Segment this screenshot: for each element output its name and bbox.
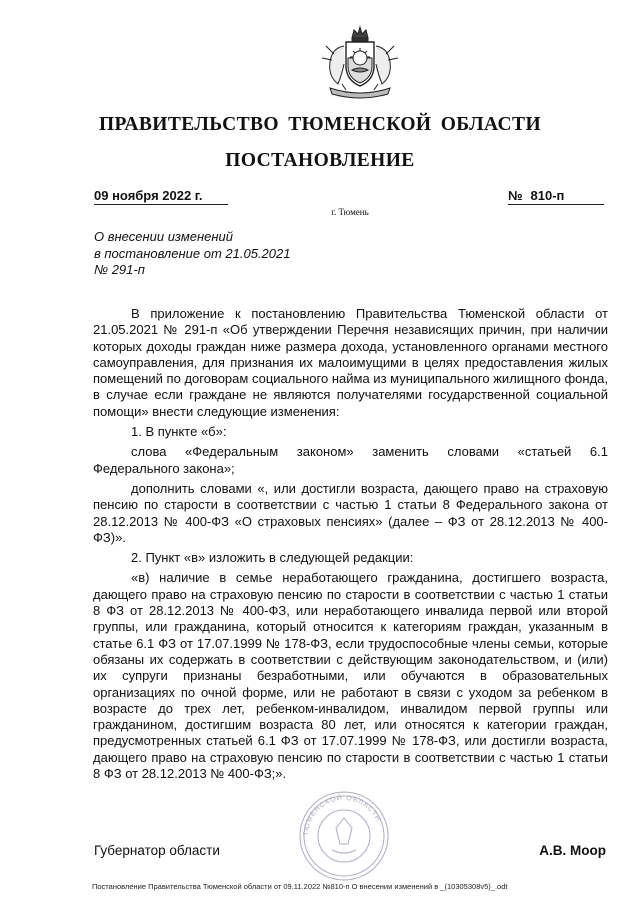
document-subject: [94, 229, 290, 279]
city-label: г. Тюмень: [331, 207, 369, 217]
signatory-name: А.В. Моор: [539, 843, 606, 858]
official-seal-icon: [296, 788, 392, 884]
document-number: [508, 188, 604, 205]
body-paragraph-item-2: 2. Пункт «в» изложить в следующей редакции:: [131, 550, 414, 566]
subject-line-3: № 291-п: [94, 262, 145, 277]
body-paragraph-new-text: «в) наличие в семье неработающего гражданина, достигшего возраста, дающего право на страховую пенсию по старости в соответствии с частью 1 статьи 8 ФЗ от 28.12.2013 № 400-ФЗ, или неработающего инвалида первой или второй группы, или гражданина, который относится к категориям граждан, указанным в статье 6.1 ФЗ от 17.07.1999 № 178-ФЗ, если трудоспособные члены семьи, которые обязаны их содержать в соответствии с действующим законодательством, и (или) их супруги признаны безработными, или обучаются в образовательных организациях по очной форме, или не работают в связи с уходом за ребенком в возрасте до трех лет, ребенком-инвалидом, инвалидом первой группы или гражданином, достигшим возраста 80 лет, или относятся к категории граждан, предусмотренных статьей 6.1 ФЗ от 17.07.1999 № 178-ФЗ, или достигли возраста, дающего право на страховую пенсию по старости в соответствии с частью 1 статьи 8 ФЗ от 28.12.2013 № 400-ФЗ;».: [93, 570, 608, 782]
coat-of-arms-icon: [314, 24, 406, 102]
body-paragraph-intro: В приложение к постановлению Правительства Тюменской области от 21.05.2021 № 291-п «Об утверждении Перечня независящих причин, при наличии которых доходы граждан ниже размера дохода, установленного органами местного самоуправления, для признания их малоимущими в целях предоставления жилых помещений по договорам социального найма из муниципального жилищного фонда, в случае если граждане не являются получателями государственной социальной помощи» внести следующие изменения:: [93, 306, 608, 419]
document-date: 09 ноября 2022 г.: [94, 188, 228, 205]
subject-line-1: О внесении изменений: [94, 229, 233, 244]
seal-text: ТЮМЕНСКОЙ ОБЛАСТИ: [302, 794, 382, 837]
document-body: [93, 306, 608, 786]
body-paragraph-replace: слова «Федеральным законом» заменить словами «статьей 6.1 Федерального закона»;: [93, 444, 608, 476]
organization-title: ПРАВИТЕЛЬСТВО ТЮМЕНСКОЙ ОБЛАСТИ: [98, 114, 542, 135]
number-value: 810-п: [530, 188, 565, 203]
svg-text:ТЮМЕНСКОЙ ОБЛАСТИ: [303, 793, 382, 836]
number-sign: №: [508, 188, 523, 203]
subject-line-2: в постановление от 21.05.2021: [94, 245, 291, 261]
body-paragraph-append: дополнить словами «, или достигли возраста, дающего право на страховую пенсию по старости в соответствии с частью 1 статьи 8 Федерального закона от 28.12.2013 № 400-ФЗ «О страховых пенсиях» (далее – ФЗ от 28.12.2013 № 400-ФЗ)».: [93, 480, 608, 545]
signatory-title: Губернатор области: [94, 843, 220, 858]
body-paragraph-item-1: 1. В пункте «б»:: [131, 424, 227, 440]
file-footer: Постановление Правительства Тюменской области от 09.11.2022 №810-п О внесении изменений в _(10305308v5)_.odt: [92, 882, 508, 891]
document-type-title: ПОСТАНОВЛЕНИЕ: [225, 150, 415, 171]
